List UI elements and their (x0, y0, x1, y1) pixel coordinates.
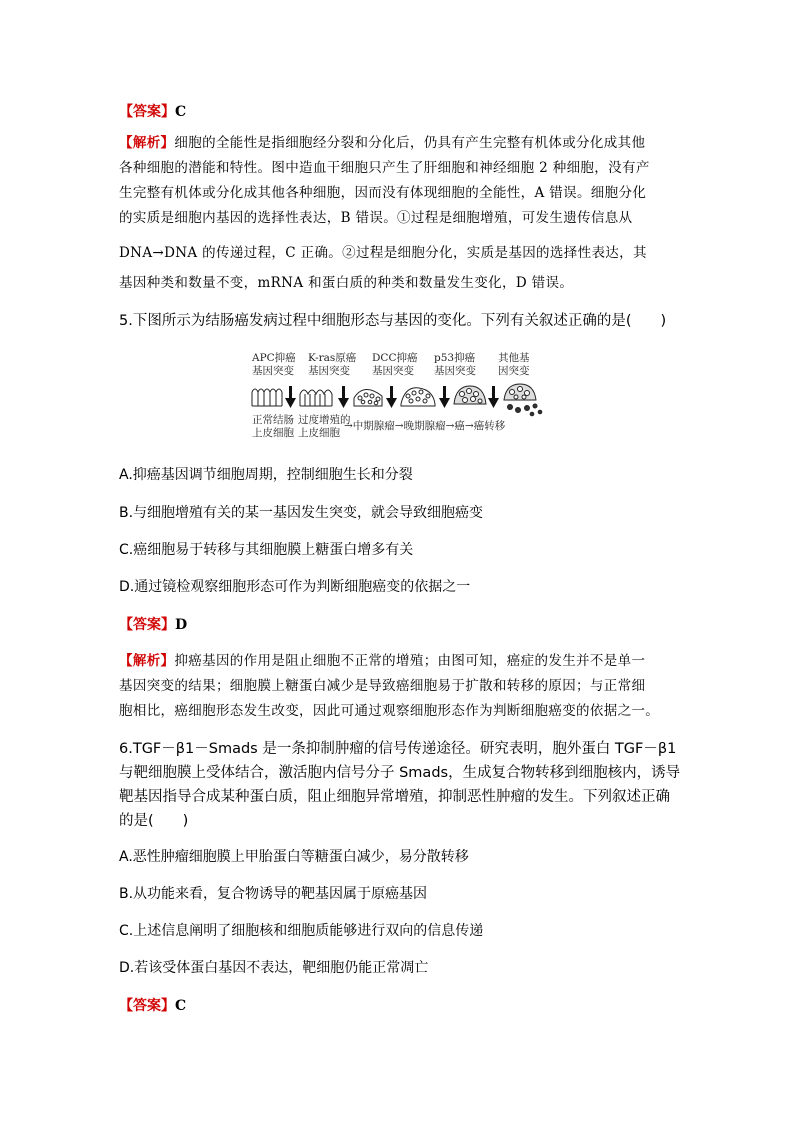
normal-epithelium-cells (252, 389, 282, 406)
early-adenoma-cells (354, 389, 382, 406)
q5-analysis-line-3: 胞相比，癌细胞形态发生改变，因此可通过观察细胞形态作为判断细胞癌变的依据之一。 (119, 703, 660, 719)
q6-stem-line-2: 与靶细胞膜上受体结合，激活胞内信号分子 Smads，生成复合物转移到细胞核内，诱导 (119, 765, 681, 781)
q5-stem: 5.下图所示为结肠癌发病过程中细胞形态与基因的变化。下列有关叙述正确的是( ) (119, 313, 667, 329)
colon-cancer-diagram (248, 352, 548, 440)
q5-option-d: D.通过镜检观察细胞形态可作为判断细胞癌变的依据之一 (119, 579, 471, 595)
arrow-5 (488, 386, 499, 408)
late-adenoma-cells (401, 388, 435, 406)
q4-analysis-line-2: 各种细胞的潜能和特性。图中造血干细胞只产生了肝细胞和神经细胞 2 种细胞，没有产 (119, 160, 650, 176)
arrow-4 (439, 386, 450, 408)
label-progression-sequence: →中期腺瘤→晚期腺瘤→癌→癌转移 (344, 420, 506, 432)
q5-analysis-line-1: 【解析】抑癌基因的作用是阻止细胞不正常的增殖；由图可知，癌症的发生并不是单一 (119, 653, 646, 669)
q4-analysis-line-3: 生完整有机体或分化成其他各种细胞，因而没有体现细胞的全能性，A 错误。细胞分化 (119, 185, 647, 201)
arrow-2 (338, 386, 349, 408)
q4-analysis-line-6: 基因种类和数量不变，mRNA 和蛋白质的种类和数量发生变化，D 错误。 (119, 275, 574, 291)
q6-stem-line-1: 6.TGF－β1－Smads 是一条抑制肿瘤的信号传递途径。研究表明，胞外蛋白 TGF－β1 (119, 741, 677, 757)
q6-stem-line-3: 靶基因指导合成某种蛋白质，阻止细胞异常增殖，抑制恶性肿瘤的发生。下列叙述正确 (119, 789, 670, 805)
q5-option-c: C.癌细胞易于转移与其细胞膜上糖蛋白增多有关 (119, 542, 414, 558)
label-apc: APC抑癌 基因突变 (252, 352, 296, 377)
q5-option-a: A.抑癌基因调节细胞周期，控制细胞生长和分裂 (119, 467, 413, 483)
q6-option-c: C.上述信息阐明了细胞核和细胞质能够进行双向的信息传递 (119, 923, 484, 939)
analysis-tag: 【解析】 (119, 653, 175, 669)
analysis-tag: 【解析】 (119, 135, 175, 151)
hyperproliferative-cells (300, 390, 332, 406)
answer-tag: 【答案】 (119, 998, 175, 1014)
label-hyperproliferative: 过度增殖的 上皮细胞 (298, 414, 351, 439)
label-p53: p53抑癌 基因突变 (434, 352, 476, 377)
answer-value: C (175, 998, 187, 1014)
label-other: 其他基 因突变 (498, 352, 530, 377)
q4-analysis-line-5: DNA→DNA 的传递过程，C 正确。②过程是细胞分化，实质是基因的选择性表达，其 (119, 245, 647, 261)
arrow-3 (386, 386, 397, 408)
answer-tag: 【答案】 (119, 617, 175, 633)
q4-answer (119, 101, 186, 123)
label-normal-epithelium: 正常结肠 上皮细胞 (252, 414, 294, 439)
q6-option-d: D.若该受体蛋白基因不表达，靶细胞仍能正常凋亡 (119, 960, 429, 976)
arrow-1 (285, 386, 296, 408)
q5-analysis-line-2: 基因突变的结果；细胞膜上糖蛋白减少是导致癌细胞易于扩散和转移的原因；与正常细 (119, 678, 646, 694)
q5-answer (119, 614, 187, 636)
q6-stem-line-4: 的是( ) (119, 813, 189, 829)
label-kras: K-ras原癌 基因突变 (308, 352, 357, 377)
label-dcc: DCC抑癌 基因突变 (372, 352, 418, 377)
answer-value: D (175, 617, 188, 633)
q4-analysis-line-4: 的实质是细胞内基因的选择性表达，B 错误。①过程是细胞增殖，可发生遗传信息从 (119, 210, 633, 226)
carcinoma-cells (454, 386, 486, 404)
answer-tag: 【答案】 (119, 104, 175, 120)
q4-analysis-line-1: 【解析】细胞的全能性是指细胞经分裂和分化后，仍具有产生完整有机体或分化成其他 (119, 135, 646, 151)
metastasis-cells (504, 384, 542, 416)
q6-option-b: B.从功能来看，复合物诱导的靶基因属于原癌基因 (119, 886, 428, 902)
q6-option-a: A.恶性肿瘤细胞膜上甲胎蛋白等糖蛋白减少，易分散转移 (119, 849, 469, 865)
answer-value: C (175, 104, 187, 120)
q5-option-b: B.与细胞增殖有关的某一基因发生突变，就会导致细胞癌变 (119, 505, 484, 521)
q6-answer (119, 995, 186, 1017)
